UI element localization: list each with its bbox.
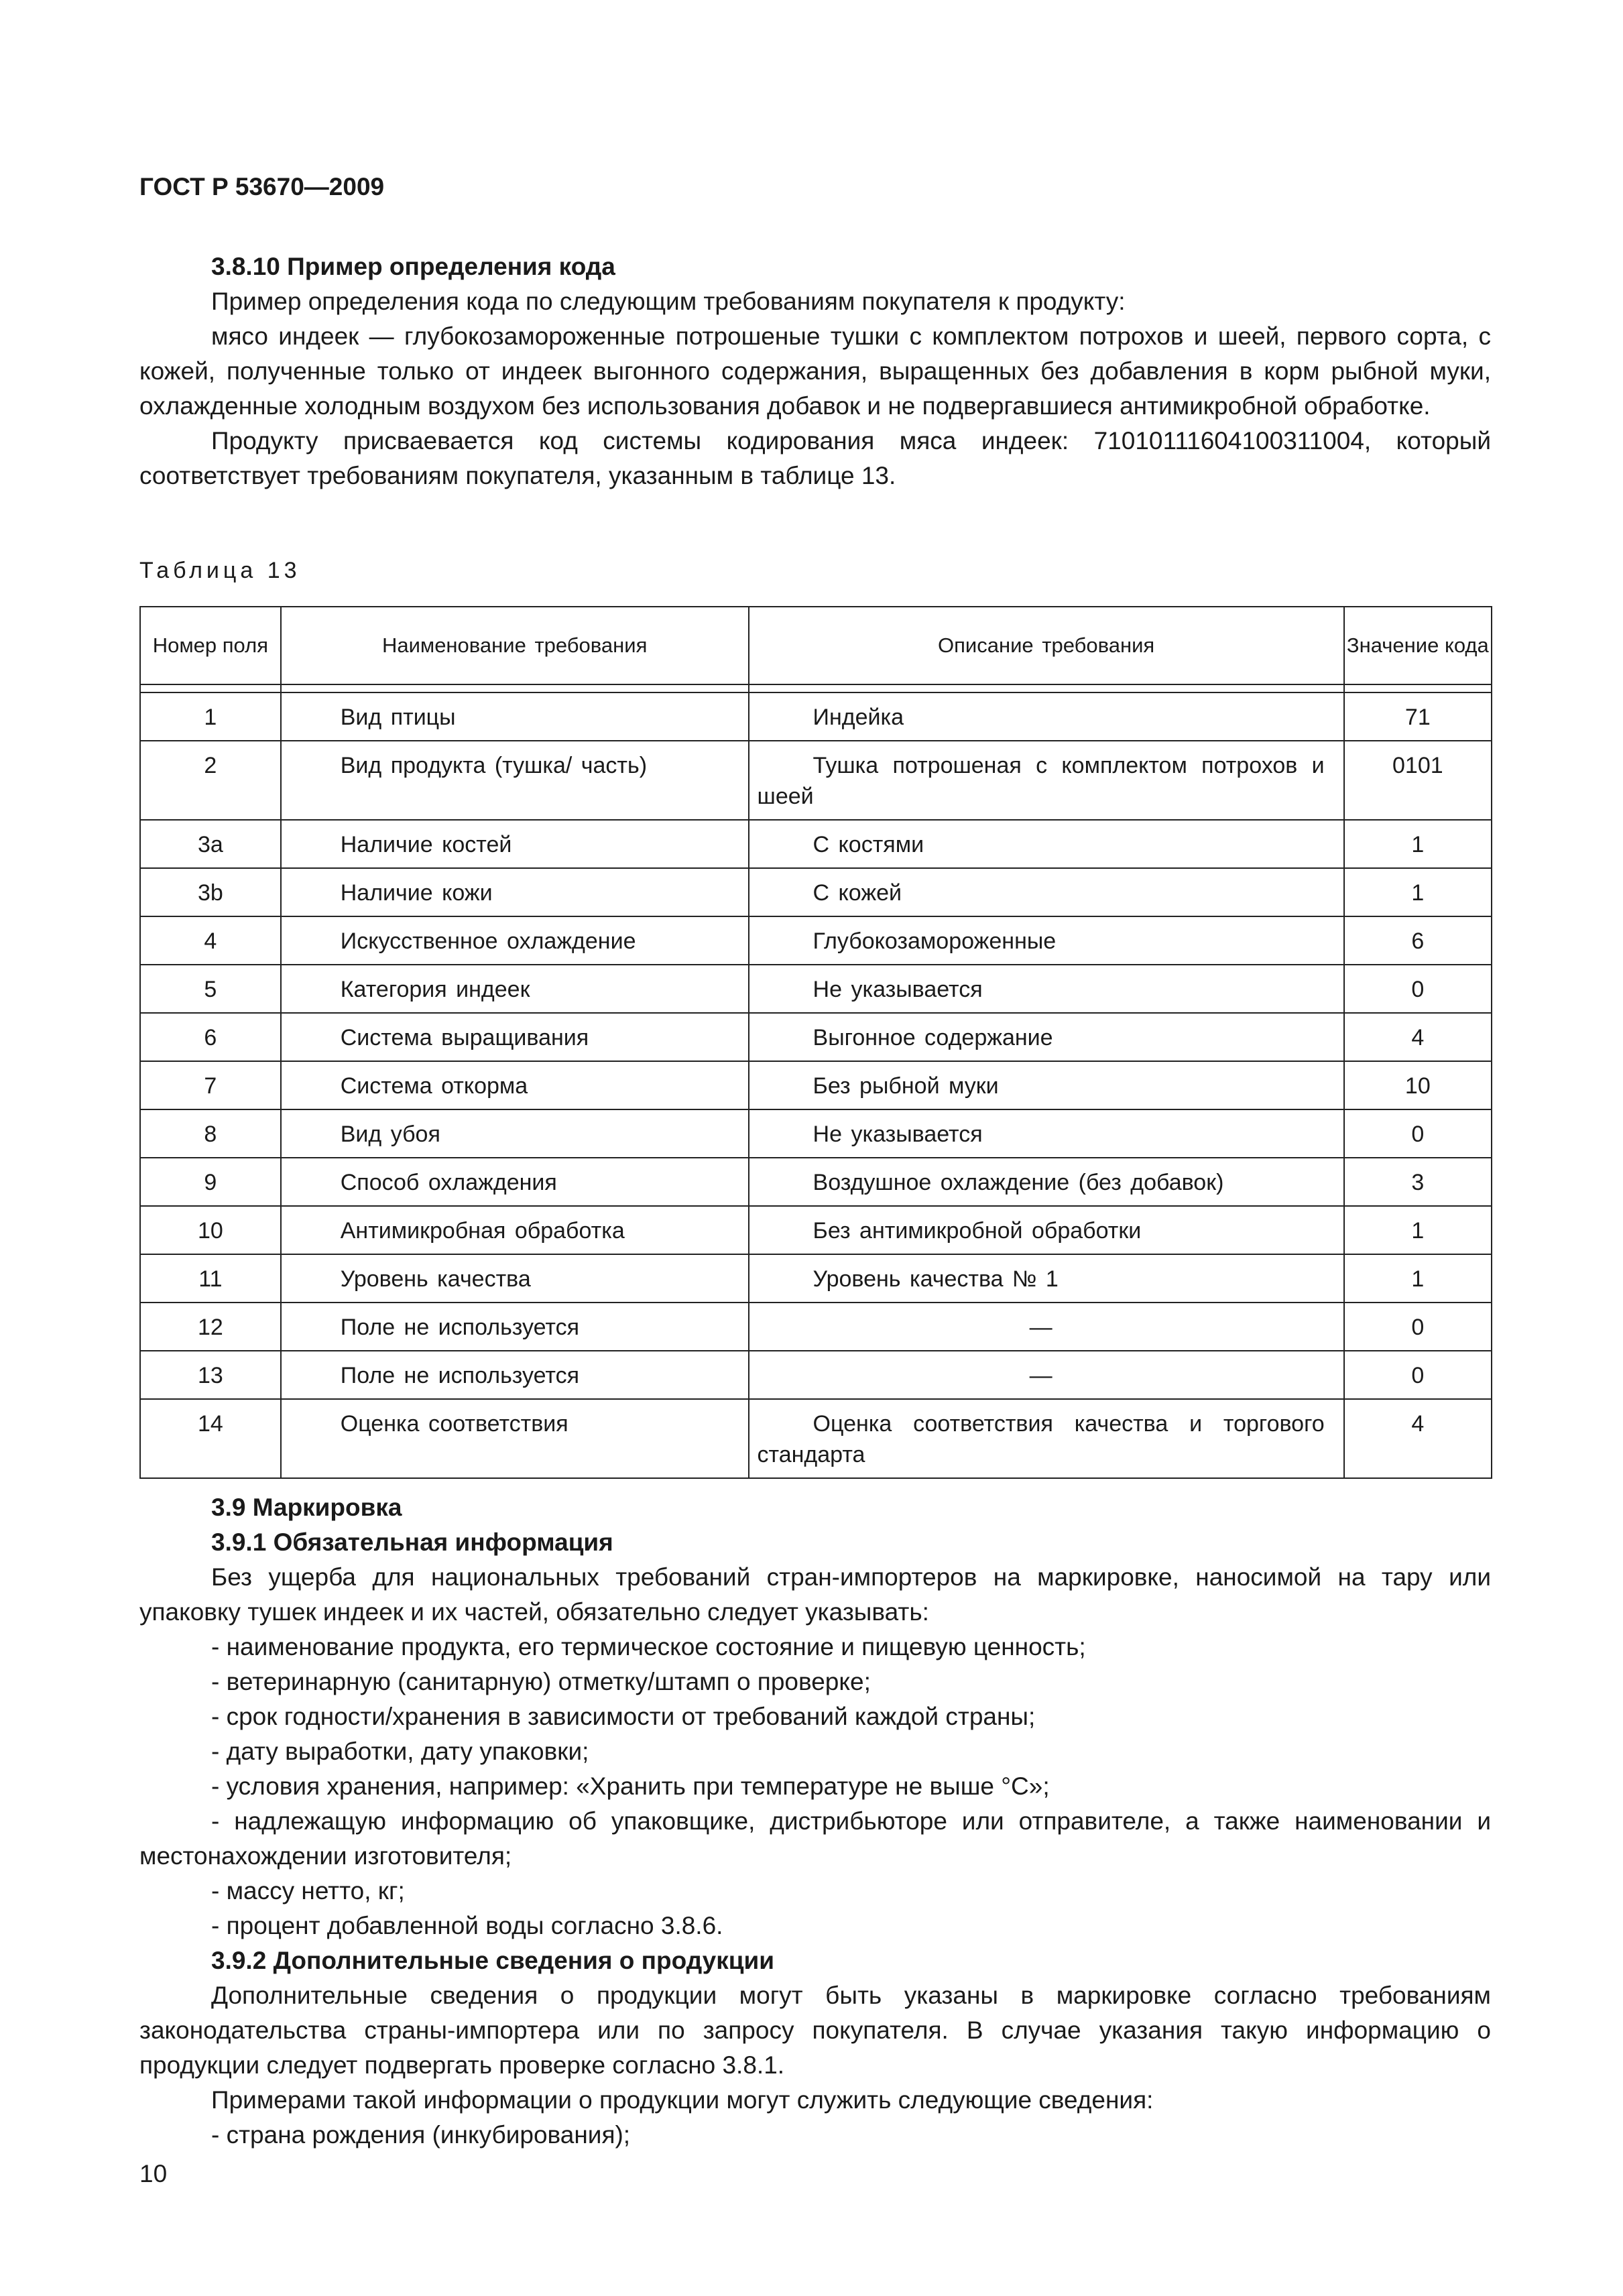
description-text: Уровень качества № 1 (813, 1266, 1059, 1292)
cell-description (749, 1303, 1344, 1351)
description-text: — (1029, 1363, 1053, 1388)
description-text: С костями (813, 832, 924, 857)
paragraph: Дополнительные сведения о продукции могут быть указаны в маркировке согласно требованиям законодательства страны-импортера или по запросу покупателя. В случае указания такую информацию о продукции следует подвергать проверке согласно 3.8.1. (139, 1982, 1491, 2079)
cell-description (749, 1206, 1344, 1254)
column-header-description: Описание требования (749, 607, 1344, 684)
cell-field-number: 9 (140, 1158, 281, 1206)
cell-requirement-name: Система откорма (281, 1061, 749, 1109)
section-heading: 3.9 Маркировка (211, 1494, 402, 1521)
cell-description (749, 1061, 1344, 1109)
cell-requirement-name: Оценка соответствия (281, 1399, 749, 1478)
cell-field-number: 2 (140, 741, 281, 820)
cell-requirement-name: Вид убоя (281, 1109, 749, 1158)
table-row (140, 1158, 1492, 1206)
description-text: Тушка потрошеная с комплектом потрохов и шеей (757, 753, 1325, 809)
list-item: - массу нетто, кг; (211, 1877, 405, 1905)
description-text: С кожей (813, 880, 902, 906)
description-text: Воздушное охлаждение (без добавок) (813, 1170, 1224, 1195)
cell-code-value: 0 (1344, 1303, 1492, 1351)
cell-field-number: 4 (140, 916, 281, 965)
paragraph: Примерами такой информации о продукции могут служить следующие сведения: (211, 2086, 1154, 2114)
cell-description (749, 1013, 1344, 1061)
cell-field-number: 3a (140, 820, 281, 868)
list-item: - процент добавленной воды согласно 3.8.6. (211, 1912, 723, 1939)
cell-description (749, 1158, 1344, 1206)
cell-field-number: 13 (140, 1351, 281, 1399)
cell-code-value: 1 (1344, 1254, 1492, 1303)
table-header-row (140, 607, 1492, 684)
cell-code-value: 1 (1344, 868, 1492, 916)
document-code-header: ГОСТ Р 53670—2009 (139, 173, 385, 200)
cell-field-number: 5 (140, 965, 281, 1013)
paragraph: Пример определения кода по следующим требованиям покупателя к продукту: (211, 288, 1126, 315)
cell-description (749, 868, 1344, 916)
paragraph: Продукту присваевается код системы кодирования мяса индеек: 71010111604100311004, который соответствует требованиям покупателя, указанным в таблице 13. (139, 427, 1491, 489)
page-number: 10 (139, 2160, 168, 2187)
description-text: Не указывается (813, 977, 983, 1002)
section-3-8-10 (139, 249, 1491, 493)
paragraph: Без ущерба для национальных требований стран-импортеров на маркировке, наносимой на тару или упаковку тушек индеек и их частей, обязательно следует указывать: (139, 1563, 1491, 1626)
cell-code-value: 71 (1344, 692, 1492, 741)
table-row (140, 1303, 1492, 1351)
section-3-9 (139, 1490, 1491, 2153)
cell-field-number: 7 (140, 1061, 281, 1109)
cell-requirement-name: Категория индеек (281, 965, 749, 1013)
table-row (140, 1351, 1492, 1399)
subsection-heading: 3.9.1 Обязательная информация (211, 1528, 613, 1556)
cell-field-number: 3b (140, 868, 281, 916)
table-row (140, 1254, 1492, 1303)
subsection-heading: 3.9.2 Дополнительные сведения о продукции (211, 1947, 775, 1974)
cell-description (749, 965, 1344, 1013)
cell-requirement-name: Вид продукта (тушка/ часть) (281, 741, 749, 820)
cell-code-value: 0 (1344, 1109, 1492, 1158)
table-row (140, 1206, 1492, 1254)
cell-description (749, 1254, 1344, 1303)
description-text: Не указывается (813, 1122, 983, 1147)
table-row (140, 1109, 1492, 1158)
cell-field-number: 8 (140, 1109, 281, 1158)
table-row (140, 1399, 1492, 1478)
list-item: - наименование продукта, его термическое состояние и пищевую ценность; (211, 1633, 1086, 1660)
cell-requirement-name: Антимикробная обработка (281, 1206, 749, 1254)
cell-requirement-name: Вид птицы (281, 692, 749, 741)
header-separator (140, 684, 1492, 692)
list-item: - ветеринарную (санитарную) отметку/штамп о проверке; (211, 1668, 871, 1695)
table-row (140, 820, 1492, 868)
cell-code-value: 4 (1344, 1399, 1492, 1478)
table-row (140, 741, 1492, 820)
description-text: Без рыбной муки (813, 1073, 999, 1099)
cell-requirement-name: Уровень качества (281, 1254, 749, 1303)
cell-description (749, 820, 1344, 868)
list-item: - условия хранения, например: «Хранить при температуре не выше °С»; (211, 1772, 1050, 1800)
cell-requirement-name: Поле не используется (281, 1303, 749, 1351)
table-row (140, 1013, 1492, 1061)
cell-description (749, 1109, 1344, 1158)
cell-field-number: 12 (140, 1303, 281, 1351)
cell-code-value: 4 (1344, 1013, 1492, 1061)
mandatory-info-list (139, 1630, 1491, 1943)
cell-description (749, 1399, 1344, 1478)
cell-field-number: 11 (140, 1254, 281, 1303)
cell-field-number: 1 (140, 692, 281, 741)
cell-code-value: 1 (1344, 1206, 1492, 1254)
column-header-code-value: Значение кода (1344, 607, 1492, 684)
column-header-requirement-name: Наименование требования (281, 607, 749, 684)
section-heading: 3.8.10 Пример определения кода (211, 253, 615, 280)
list-item: - страна рождения (инкубирования); (211, 2121, 631, 2149)
requirements-table (139, 606, 1492, 1479)
cell-code-value: 0 (1344, 1351, 1492, 1399)
table-row (140, 692, 1492, 741)
cell-field-number: 14 (140, 1399, 281, 1478)
cell-field-number: 10 (140, 1206, 281, 1254)
cell-code-value: 3 (1344, 1158, 1492, 1206)
cell-requirement-name: Поле не используется (281, 1351, 749, 1399)
table-row (140, 868, 1492, 916)
description-text: Выгонное содержание (813, 1025, 1053, 1050)
paragraph: мясо индеек — глубокозамороженные потрошеные тушки с комплектом потрохов и шеей, первого сорта, с кожей, полученные только от индеек выгонного содержания, выращенных без добавления в корм рыбной муки, охлажденные холодным воздухом без использования добавок и не подвергавшиеся антимикробной обработке. (139, 322, 1491, 420)
cell-code-value: 1 (1344, 820, 1492, 868)
list-item: - надлежащую информацию об упаковщике, дистрибьюторе или отправителе, а также наименовании и местонахождении изготовителя; (139, 1807, 1491, 1870)
cell-description (749, 1351, 1344, 1399)
additional-info-list (139, 2118, 1491, 2153)
cell-description (749, 741, 1344, 820)
cell-code-value: 0101 (1344, 741, 1492, 820)
table-caption: Таблица 13 (139, 558, 301, 583)
column-header-field-number: Номер поля (140, 607, 281, 684)
cell-requirement-name: Система выращивания (281, 1013, 749, 1061)
cell-requirement-name: Способ охлаждения (281, 1158, 749, 1206)
description-text: Оценка соответствия качества и торгового стандарта (757, 1411, 1325, 1467)
cell-requirement-name: Наличие костей (281, 820, 749, 868)
table-row (140, 916, 1492, 965)
cell-code-value: 6 (1344, 916, 1492, 965)
table-row (140, 1061, 1492, 1109)
list-item: - срок годности/хранения в зависимости от требований каждой страны; (211, 1703, 1036, 1730)
table-body (140, 692, 1492, 1478)
description-text: Без антимикробной обработки (813, 1218, 1142, 1244)
cell-description (749, 916, 1344, 965)
cell-requirement-name: Наличие кожи (281, 868, 749, 916)
table-row (140, 965, 1492, 1013)
cell-field-number: 6 (140, 1013, 281, 1061)
list-item: - дату выработки, дату упаковки; (211, 1738, 589, 1765)
description-text: — (1029, 1315, 1053, 1340)
description-text: Глубокозамороженные (813, 928, 1057, 954)
cell-requirement-name: Искусственное охлаждение (281, 916, 749, 965)
cell-code-value: 0 (1344, 965, 1492, 1013)
cell-code-value: 10 (1344, 1061, 1492, 1109)
cell-description (749, 692, 1344, 741)
description-text: Индейка (813, 705, 904, 730)
